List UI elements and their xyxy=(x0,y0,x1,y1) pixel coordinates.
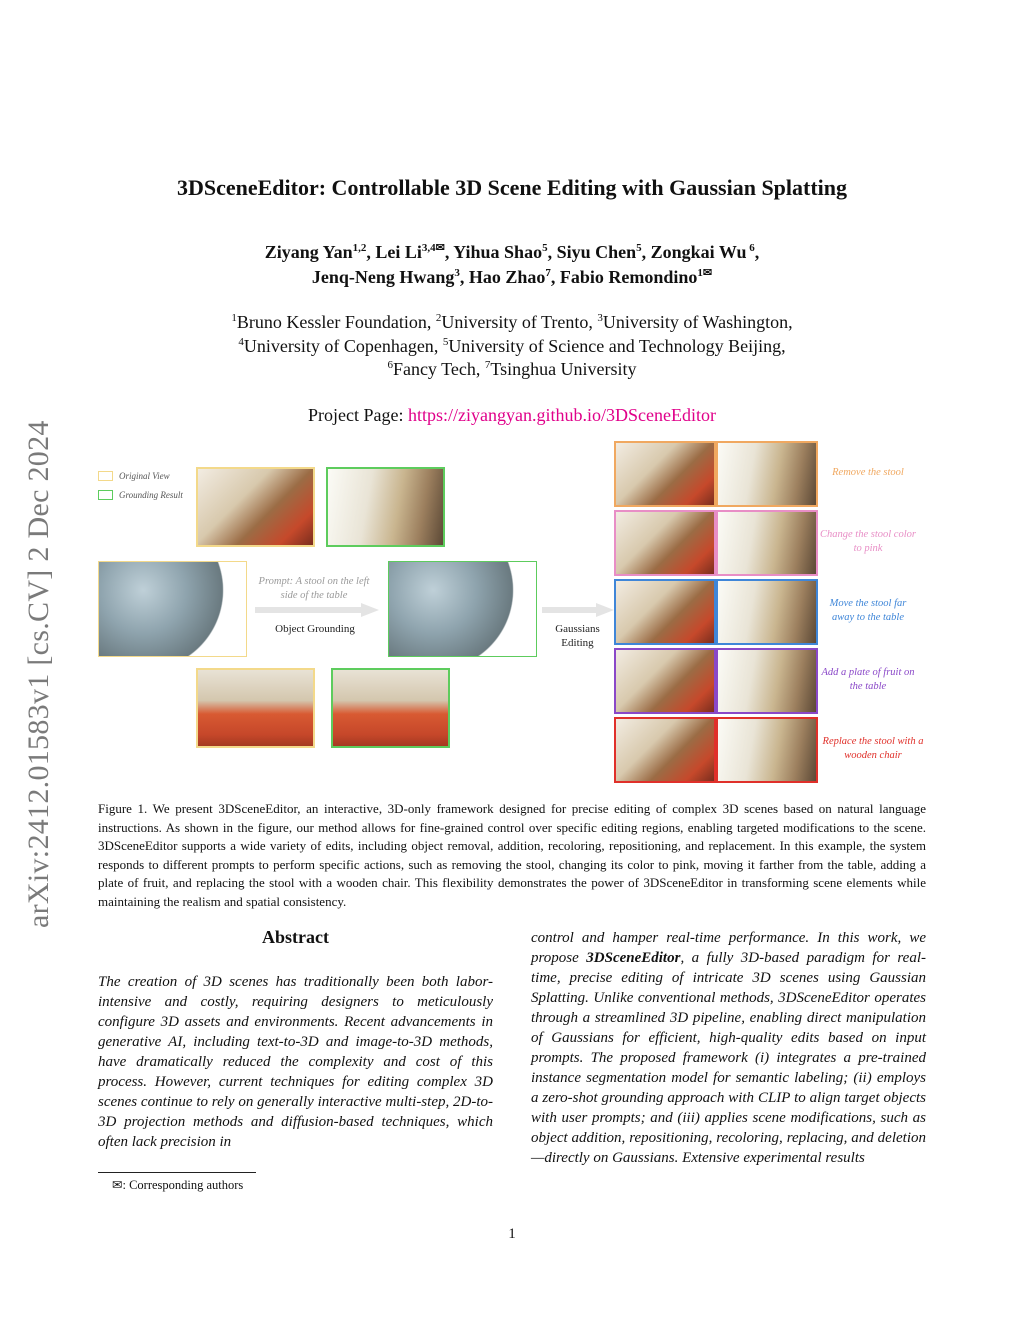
project-page-link[interactable]: https://ziyangyan.github.io/3DSceneEditor xyxy=(408,405,716,425)
affiliation: $^7$Tsinghua University xyxy=(484,359,637,379)
author: Zongkai Wu $^6$, xyxy=(650,242,760,262)
legend-original-view: Original View xyxy=(98,471,170,481)
edit-result-view-2 xyxy=(716,648,818,714)
figure-caption: Figure 1. We present 3DSceneEditor, an interactive, 3D-only framework designed for precise editing of complex 3D scenes based on natural language instructions. As shown in the figure, our method allows for fine-grained control over specific editing regions, enabling targeted modifications to the scene. 3DSceneEditor supports a wide variety of edits, including object removal, addition, recoloring, repositioning, and replacement. In this example, the system responds to different prompts to perform specific actions, such as removing the stool, changing its color to pink, moving it farther from the table, adding a plate of fruit, and replacing the stool with a wooden chair. This flexibility demonstrates the power of 3DSceneEditor in transforming scene elements while maintaining the realism and spatial consistency. xyxy=(98,801,926,909)
legend-grounding-result: Grounding Result xyxy=(98,490,183,500)
abstract-text: control and hamper real-time performance. In this work, we propose xyxy=(531,930,926,966)
author: Siyu Chen$^5$, xyxy=(556,242,651,262)
affiliation: $^1$Bruno Kessler Foundation, xyxy=(231,312,436,332)
affiliation: $^2$University of Trento, xyxy=(435,312,598,332)
affiliation: $^4$University of Copenhagen, xyxy=(238,335,443,356)
scene-overview-original xyxy=(98,561,247,657)
project-page xyxy=(0,405,1024,426)
affiliation: $^3$University of Washington, xyxy=(597,312,793,332)
author: Hao Zhao$^7$, xyxy=(468,267,560,287)
page-number: 1 xyxy=(508,1226,516,1242)
paper-title: 3DSceneEditor: Controllable 3D Scene Editing with Gaussian Splatting xyxy=(176,175,848,200)
bottom-view-original xyxy=(196,668,315,748)
edit-label: Replace the stool with a wooden chair xyxy=(822,736,924,761)
edit-result-view-1 xyxy=(614,579,716,645)
scene-overview-grounded xyxy=(388,561,537,657)
edit-result-view-1 xyxy=(614,441,716,507)
method-name: 3DSceneEditor xyxy=(586,950,681,966)
top-view-grounded xyxy=(326,467,445,547)
author-line-1 xyxy=(0,240,1024,265)
edit-result-view-1 xyxy=(614,648,716,714)
edit-result-view-2 xyxy=(716,717,818,783)
legend-swatch xyxy=(98,471,113,481)
stage-object-grounding: Object Grounding xyxy=(275,623,355,635)
bottom-view-grounded xyxy=(331,668,450,748)
footnote: ✉: Corresponding authors xyxy=(112,1178,244,1192)
edit-label: Change the stool color to pink xyxy=(820,529,916,554)
author: Fabio Remondino$^{1✉}$ xyxy=(559,267,713,287)
affiliations xyxy=(0,311,1024,382)
author: Jenq-Neng Hwang$^3$, xyxy=(311,267,469,287)
edit-result-view-2 xyxy=(716,441,818,507)
edit-result-view-2 xyxy=(716,510,818,576)
stage-gaussians-editing: Gaussians Editing xyxy=(555,623,600,649)
author: Ziyang Yan$^{1,2}$, xyxy=(264,242,376,262)
arrow-editing xyxy=(542,603,614,617)
abstract-text: , a fully 3D-based paradigm for real-time, precise editing of intricate 3D scenes using Gaussian Splatting. Unlike conventional methods, 3DSceneEditor operates through a streamlined 3D pipeline, enabling direct manipulation of Gaussians for efficient, high-quality edits based on input prompts. The proposed framework (i) integrates a pre-trained instance segmentation model for semantic labeling; (ii) employs a zero-shot grounding approach with CLIP to align target objects with user prompts; and (iii) applies scene modifications, such as object addition, repositioning, recoloring, replacing, and deletion—directly on Gaussians. Extensive experimental results xyxy=(531,950,926,1166)
author-line-2 xyxy=(0,265,1024,290)
author-list xyxy=(0,240,1024,290)
affiliation-line xyxy=(0,335,1024,359)
arxiv-identifier: arXiv:2412.01583v1 [cs.CV] 2 Dec 2024 xyxy=(22,420,55,928)
affiliation-line xyxy=(0,311,1024,335)
prompt-text: Prompt: A stool on the left side of the table xyxy=(258,576,370,601)
edit-result-view-2 xyxy=(716,579,818,645)
affiliation: $^6$Fancy Tech, xyxy=(387,359,485,379)
legend-swatch xyxy=(98,490,113,500)
edit-label: Move the stool far away to the table xyxy=(829,598,907,623)
edit-result-view-1 xyxy=(614,510,716,576)
edit-label: Add a plate of fruit on the table xyxy=(821,667,915,692)
affiliation-line xyxy=(0,358,1024,382)
arrow-grounding xyxy=(255,603,379,617)
footnote-rule xyxy=(98,1172,256,1173)
project-page-label: Project Page: xyxy=(308,405,409,425)
figure-1 xyxy=(95,437,930,789)
abstract-heading: Abstract xyxy=(262,927,329,947)
abstract-right-column xyxy=(531,928,926,1168)
author: Lei $Li^{3,4✉}$, xyxy=(375,242,454,262)
affiliation: $^5$University of Science and Technology Beijing, xyxy=(442,335,786,356)
author: Yihua Shao$^5$, xyxy=(453,242,557,262)
edit-result-view-1 xyxy=(614,717,716,783)
edit-label: Remove the stool xyxy=(832,467,904,478)
top-view-original xyxy=(196,467,315,547)
abstract-left-column: The creation of 3D scenes has traditionally been both labor-intensive and costly, requiring designers to meticulously configure 3D assets and environments. Recent advancements in generative AI, including text-to-3D and image-to-3D methods, have dramatically reduced the complexity and cost of this process. However, current techniques for editing complex 3D scenes continue to rely on generally interactive multi-step, 2D-to-3D projection methods and diffusion-based techniques, which often lack precision in xyxy=(98,974,493,1150)
